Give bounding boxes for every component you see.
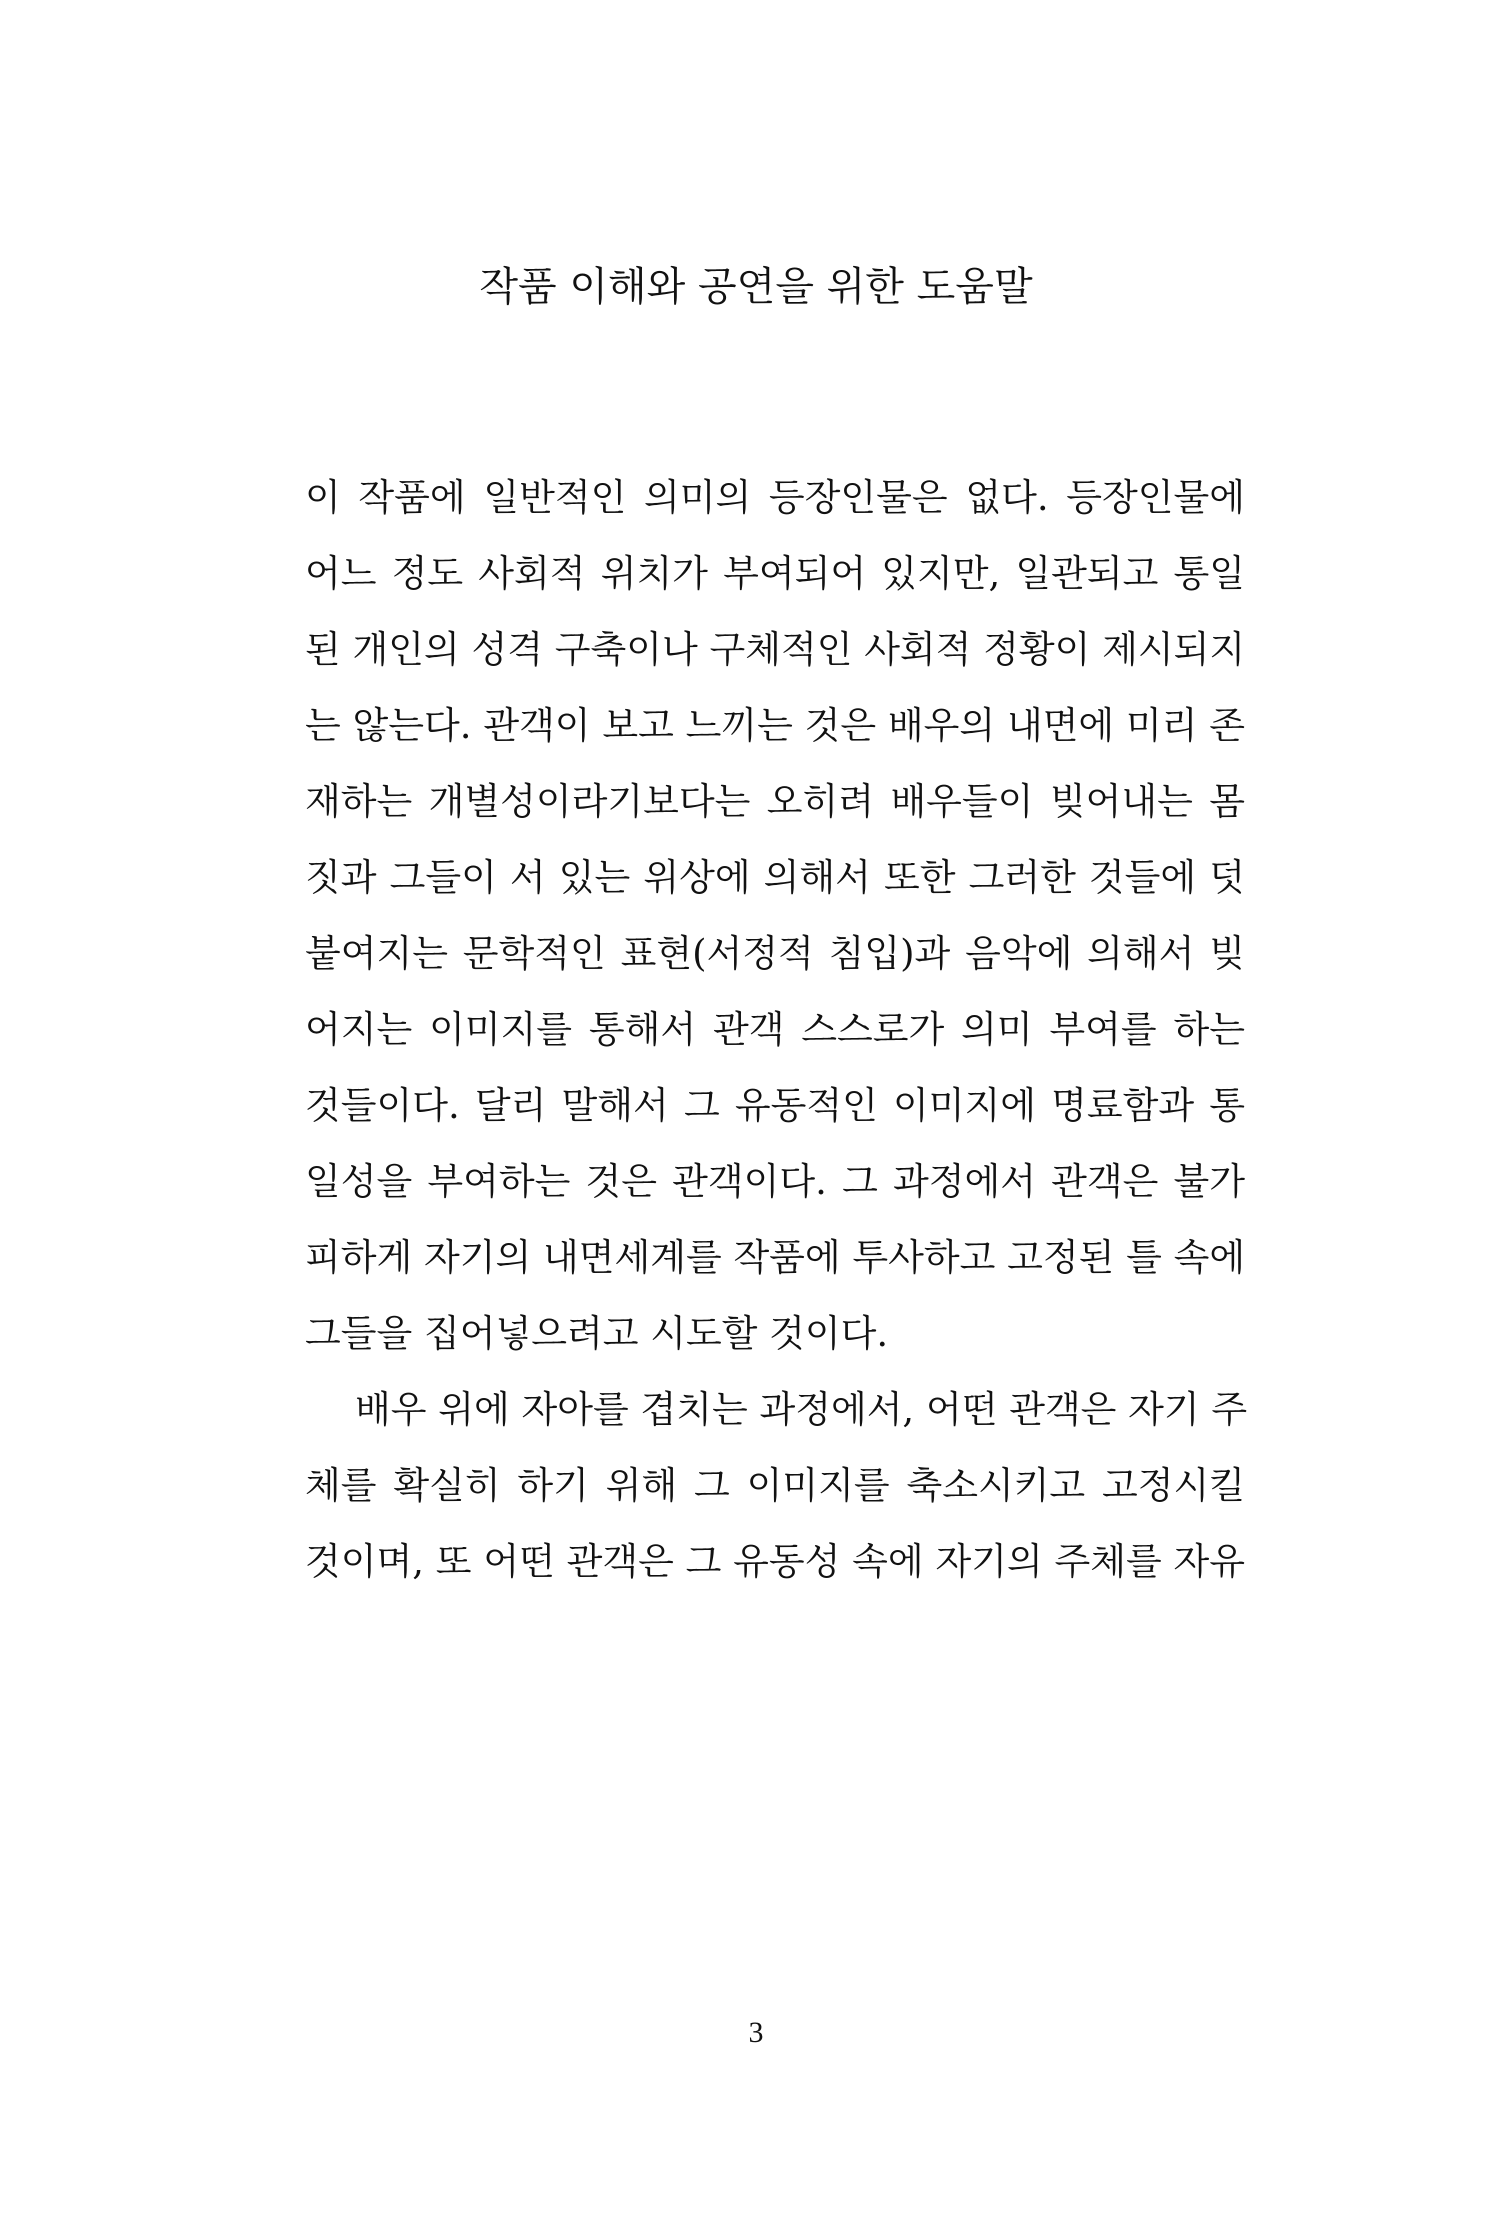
text-line: 것이며, 또 어떤 관객은 그 유동성 속에 자기의 주체를 자유 [305,1540,1245,1583]
text-line: 짓과 그들이 서 있는 위상에 의해서 또한 그러한 것들에 덧 [305,856,1245,899]
text-line: 그들을 집어넣으려고 시도할 것이다. [305,1312,889,1355]
page-number: 3 [748,2016,764,2049]
text-line: 것들이다. 달리 말해서 그 유동적인 이미지에 명료함과 통 [305,1084,1245,1127]
body-text [305,460,1248,1600]
text-line: 어느 정도 사회적 위치가 부여되어 있지만, 일관되고 통일 [305,552,1245,595]
text-line: 체를 확실히 하기 위해 그 이미지를 축소시키고 고정시킬 [305,1464,1245,1507]
page-title: 작품 이해와 공연을 위한 도움말 [479,264,1033,310]
text-line: 일성을 부여하는 것은 관객이다. 그 과정에서 관객은 불가 [305,1160,1245,1203]
text-line: 피하게 자기의 내면세계를 작품에 투사하고 고정된 틀 속에 [305,1236,1246,1279]
text-line: 는 않는다. 관객이 보고 느끼는 것은 배우의 내면에 미리 존 [305,704,1245,747]
text-line: 배우 위에 자아를 겹치는 과정에서, 어떤 관객은 자기 주 [355,1388,1248,1431]
text-line: 붙여지는 문학적인 표현(서정적 침입)과 음악에 의해서 빚 [305,932,1245,975]
text-line: 재하는 개별성이라기보다는 오히려 배우들이 빚어내는 몸 [305,780,1245,823]
text-line: 된 개인의 성격 구축이나 구체적인 사회적 정황이 제시되지 [305,628,1246,671]
text-line: 이 작품에 일반적인 의미의 등장인물은 없다. 등장인물에 [305,476,1245,519]
text-line: 어지는 이미지를 통해서 관객 스스로가 의미 부여를 하는 [305,1008,1245,1051]
